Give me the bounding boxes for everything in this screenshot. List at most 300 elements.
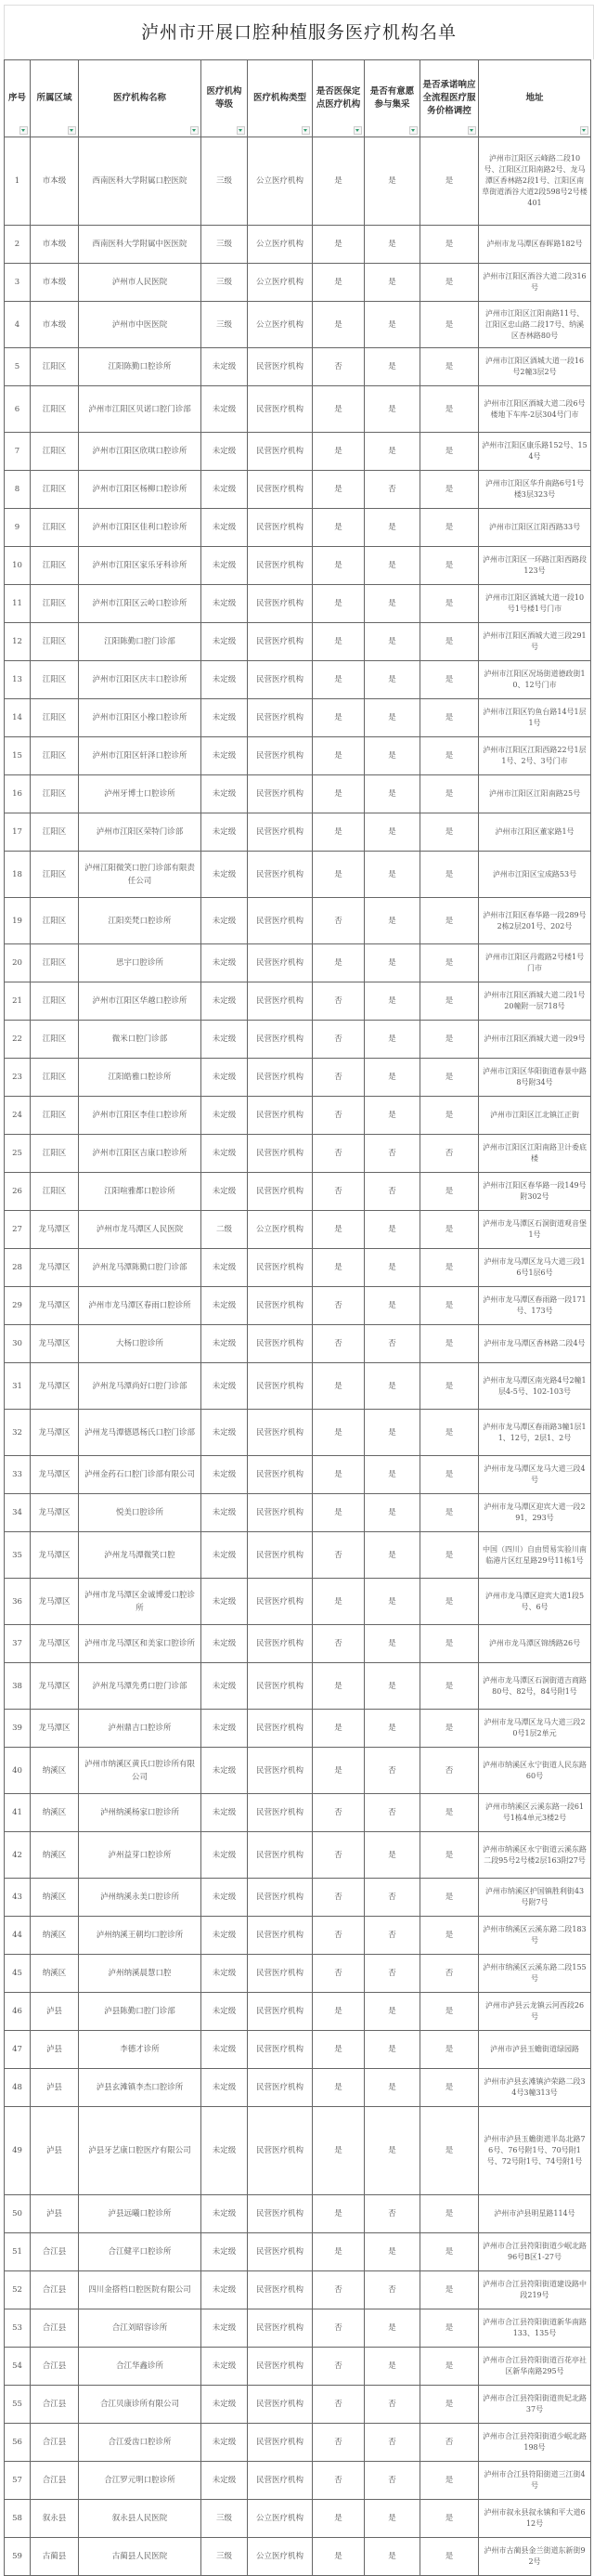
table-row (5, 264, 591, 302)
willing-cell: 是 (365, 137, 420, 226)
column-header-label: 医疗机构类型 (252, 93, 306, 103)
address-cell: 泸州市龙马潭区春晖路182号 (479, 226, 591, 264)
institution-name: 泸州龙马潭微笑口腔 (79, 1532, 201, 1579)
level-cell: 三级 (201, 264, 248, 302)
column-header-label: 是否承诺响应全流程医疗服务价格调控 (422, 80, 476, 116)
level-cell: 未定级 (201, 623, 248, 661)
institution-name: 泸州纳溪晨慧口腔 (79, 1955, 201, 1993)
area-cell: 龙马潭区 (31, 1410, 79, 1456)
insured-cell: 否 (313, 898, 365, 944)
address-cell: 泸州市纳溪区永宁街道人民东路60号 (479, 1748, 591, 1794)
insured-cell: 否 (313, 1532, 365, 1579)
page-title: 泸州市开展口腔种植服务医疗机构名单 (4, 5, 594, 59)
willing-cell: 是 (365, 1249, 420, 1287)
address-cell: 泸州市龙马潭区迎宾大道1段5号、6号 (479, 1579, 591, 1625)
type-cell: 民营医疗机构 (248, 1794, 313, 1832)
row-number: 27 (5, 1211, 31, 1249)
level-cell: 未定级 (201, 1532, 248, 1579)
address-cell: 泸州市龙马潭区锦绣路26号 (479, 1625, 591, 1663)
area-cell: 合江县 (31, 2271, 79, 2309)
area-cell: 江阳区 (31, 585, 79, 623)
filter-dropdown-icon[interactable] (468, 126, 476, 135)
area-cell: 纳溪区 (31, 1832, 79, 1879)
type-cell: 民营医疗机构 (248, 813, 313, 852)
row-number: 17 (5, 813, 31, 852)
table-row (5, 898, 591, 944)
address-cell: 泸州市龙马潭区龙马大道三段4号 (479, 1456, 591, 1494)
level-cell: 未定级 (201, 1135, 248, 1173)
type-cell: 民营医疗机构 (248, 1625, 313, 1663)
filter-dropdown-icon[interactable] (302, 126, 310, 135)
promise-cell: 是 (420, 433, 479, 471)
level-cell: 未定级 (201, 1059, 248, 1097)
row-number: 29 (5, 1287, 31, 1325)
table-row (5, 386, 591, 433)
promise-cell: 是 (420, 775, 479, 813)
promise-cell: 是 (420, 1663, 479, 1710)
level-cell: 未定级 (201, 852, 248, 898)
table-row (5, 1456, 591, 1494)
address-cell: 泸州市合江县符阳街道三江街4号 (479, 2462, 591, 2500)
insured-cell: 是 (313, 1494, 365, 1532)
institution-name: 西南医科大学附属口腔医院 (79, 137, 201, 226)
area-cell: 江阳区 (31, 813, 79, 852)
insured-cell: 是 (313, 661, 365, 699)
institution-name: 合江贝康诊所有限公司 (79, 2386, 201, 2424)
institution-name: 古蔺县人民医院 (79, 2538, 201, 2576)
institution-name: 四川金搭档口腔医院有限公司 (79, 2271, 201, 2309)
institution-name: 泸州龙马潭德恩杨氏口腔门诊部 (79, 1410, 201, 1456)
type-cell: 民营医疗机构 (248, 1325, 313, 1363)
type-cell: 民营医疗机构 (248, 661, 313, 699)
level-cell: 未定级 (201, 1955, 248, 1993)
table-row (5, 1021, 591, 1059)
willing-cell: 是 (365, 1211, 420, 1249)
promise-cell: 是 (420, 1211, 479, 1249)
institution-name: 泸州市江阳区佳利口腔诊所 (79, 509, 201, 547)
filter-dropdown-icon[interactable] (580, 126, 588, 135)
level-cell: 未定级 (201, 813, 248, 852)
willing-cell: 是 (365, 226, 420, 264)
promise-cell: 是 (420, 348, 479, 386)
row-number: 2 (5, 226, 31, 264)
table-row (5, 2386, 591, 2424)
address-cell: 泸州市江阳区江阳西路33号 (479, 509, 591, 547)
address-cell: 泸州市泸县明星路114号 (479, 2195, 591, 2233)
institution-name: 合江华鑫诊所 (79, 2348, 201, 2386)
row-number: 9 (5, 509, 31, 547)
row-number: 35 (5, 1532, 31, 1579)
willing-cell: 是 (365, 2031, 420, 2069)
address-cell: 泸州市合江县符阳街道贵妃北路37号 (479, 2386, 591, 2424)
address-cell: 泸州市龙马潭区龙马大道三段16号1层6号 (479, 1249, 591, 1287)
insured-cell: 否 (313, 348, 365, 386)
area-cell: 泸县 (31, 2195, 79, 2233)
table-row (5, 944, 591, 982)
promise-cell: 是 (420, 302, 479, 348)
table-row (5, 2233, 591, 2271)
promise-cell: 是 (420, 2309, 479, 2348)
address-cell: 泸州市合江县符阳街道百花亭社区新华南路295号 (479, 2348, 591, 2386)
willing-cell: 是 (365, 1579, 420, 1625)
area-cell: 江阳区 (31, 852, 79, 898)
type-cell: 民营医疗机构 (248, 547, 313, 585)
insured-cell: 是 (313, 1363, 365, 1410)
column-header-promise (420, 60, 479, 137)
willing-cell: 否 (365, 1748, 420, 1794)
willing-cell: 是 (365, 433, 420, 471)
area-cell: 龙马潭区 (31, 1363, 79, 1410)
address-cell: 泸州市江阳区酒城大道一段10号1号楼1号门市 (479, 585, 591, 623)
promise-cell: 是 (420, 1173, 479, 1211)
address-cell: 泸州市龙马潭区龙马大道三段20号1层2单元 (479, 1710, 591, 1748)
area-cell: 江阳区 (31, 386, 79, 433)
type-cell: 民营医疗机构 (248, 944, 313, 982)
level-cell: 未定级 (201, 2069, 248, 2107)
willing-cell: 是 (365, 1494, 420, 1532)
willing-cell: 是 (365, 1097, 420, 1135)
institution-name: 泸州市中医医院 (79, 302, 201, 348)
area-cell: 纳溪区 (31, 1917, 79, 1955)
level-cell: 未定级 (201, 1663, 248, 1710)
institution-name: 泸州市龙马潭区金诚博爱口腔诊所 (79, 1579, 201, 1625)
level-cell: 未定级 (201, 1832, 248, 1879)
area-cell: 泸县 (31, 1993, 79, 2031)
type-cell: 民营医疗机构 (248, 2348, 313, 2386)
institution-name: 思宇口腔诊所 (79, 944, 201, 982)
row-number: 28 (5, 1249, 31, 1287)
table-row (5, 509, 591, 547)
address-cell: 泸州市纳溪区云溪东路一段61号1栋4单元3楼2号 (479, 1794, 591, 1832)
filter-dropdown-icon[interactable] (354, 126, 362, 135)
area-cell: 龙马潭区 (31, 1456, 79, 1494)
willing-cell: 是 (365, 1456, 420, 1494)
insured-cell: 否 (313, 1059, 365, 1097)
address-cell: 泸州市江阳区春华路一段149号附302号 (479, 1173, 591, 1211)
row-number: 1 (5, 137, 31, 226)
insured-cell: 是 (313, 813, 365, 852)
column-header-label: 医疗机构名称 (112, 93, 166, 103)
willing-cell: 是 (365, 944, 420, 982)
area-cell: 市本级 (31, 226, 79, 264)
promise-cell: 是 (420, 852, 479, 898)
type-cell: 民营医疗机构 (248, 471, 313, 509)
institution-name: 江阳陈勤口腔诊所 (79, 348, 201, 386)
table-row (5, 1879, 591, 1917)
type-cell: 公立医疗机构 (248, 226, 313, 264)
area-cell: 龙马潭区 (31, 1663, 79, 1710)
row-number: 52 (5, 2271, 31, 2309)
level-cell: 未定级 (201, 1494, 248, 1532)
institution-name: 大杨口腔诊所 (79, 1325, 201, 1363)
promise-cell: 是 (420, 509, 479, 547)
table-row (5, 2538, 591, 2576)
table-row (5, 1325, 591, 1363)
row-number: 8 (5, 471, 31, 509)
area-cell: 龙马潭区 (31, 1494, 79, 1532)
willing-cell: 是 (365, 1710, 420, 1748)
insured-cell: 是 (313, 137, 365, 226)
area-cell: 江阳区 (31, 699, 79, 737)
table-row (5, 348, 591, 386)
level-cell: 未定级 (201, 2424, 248, 2462)
area-cell: 龙马潭区 (31, 1710, 79, 1748)
willing-cell: 是 (365, 585, 420, 623)
level-cell: 未定级 (201, 1021, 248, 1059)
promise-cell: 是 (420, 661, 479, 699)
table-row (5, 1287, 591, 1325)
filter-dropdown-icon[interactable] (68, 126, 76, 135)
address-cell: 泸州市龙马潭区石洞街道观音堡1号 (479, 1211, 591, 1249)
promise-cell: 是 (420, 2107, 479, 2195)
promise-cell: 是 (420, 2538, 479, 2576)
insured-cell: 是 (313, 623, 365, 661)
row-number: 7 (5, 433, 31, 471)
table-row (5, 2069, 591, 2107)
promise-cell: 否 (420, 1748, 479, 1794)
address-cell: 泸州市合江县符阳街道少岷北路96号B区1-27号 (479, 2233, 591, 2271)
level-cell: 未定级 (201, 348, 248, 386)
insured-cell: 是 (313, 471, 365, 509)
row-number: 56 (5, 2424, 31, 2462)
address-cell: 泸州市江阳区酒城大道一段16号2幢3层2号 (479, 348, 591, 386)
table-row (5, 226, 591, 264)
row-number: 50 (5, 2195, 31, 2233)
willing-cell: 是 (365, 2069, 420, 2107)
insured-cell: 是 (313, 2107, 365, 2195)
area-cell: 市本级 (31, 302, 79, 348)
row-number: 46 (5, 1993, 31, 2031)
address-cell: 泸州市合江县符阳街道少岷北路198号 (479, 2424, 591, 2462)
level-cell: 未定级 (201, 2348, 248, 2386)
area-cell: 龙马潭区 (31, 1249, 79, 1287)
level-cell: 未定级 (201, 775, 248, 813)
type-cell: 民营医疗机构 (248, 386, 313, 433)
table-row (5, 2424, 591, 2462)
willing-cell: 是 (365, 1021, 420, 1059)
insured-cell: 是 (313, 699, 365, 737)
row-number: 49 (5, 2107, 31, 2195)
type-cell: 民营医疗机构 (248, 1059, 313, 1097)
column-header-label: 序号 (7, 93, 26, 103)
type-cell: 民营医疗机构 (248, 1135, 313, 1173)
institution-name: 泸州市江阳区小橡口腔诊所 (79, 699, 201, 737)
address-cell: 泸州市江阳区酒谷大道二段316号 (479, 264, 591, 302)
insured-cell: 否 (313, 1955, 365, 1993)
insured-cell: 否 (313, 1832, 365, 1879)
filter-dropdown-icon[interactable] (190, 126, 199, 135)
institution-name: 泸州龙马潭先勇口腔门诊部 (79, 1663, 201, 1710)
promise-cell: 是 (420, 2069, 479, 2107)
insured-cell: 否 (313, 1287, 365, 1325)
type-cell: 民营医疗机构 (248, 1832, 313, 1879)
address-cell: 泸州市江阳区康乐路152号、154号 (479, 433, 591, 471)
insured-cell: 是 (313, 1993, 365, 2031)
address-cell: 泸州市纳溪区永宁街道云溪东路二段95号2号楼2层163附27号 (479, 1832, 591, 1879)
type-cell: 民营医疗机构 (248, 1249, 313, 1287)
insured-cell: 否 (313, 1021, 365, 1059)
level-cell: 未定级 (201, 433, 248, 471)
level-cell: 未定级 (201, 1579, 248, 1625)
promise-cell: 是 (420, 1325, 479, 1363)
address-cell: 泸州市纳溪区护国镇胜利街43号附7号 (479, 1879, 591, 1917)
level-cell: 未定级 (201, 585, 248, 623)
insured-cell: 是 (313, 1579, 365, 1625)
willing-cell: 是 (365, 2309, 420, 2348)
area-cell: 龙马潭区 (31, 1325, 79, 1363)
table-row (5, 137, 591, 226)
filter-dropdown-icon[interactable] (237, 126, 245, 135)
institution-name: 泸州市江阳区轩泽口腔诊所 (79, 737, 201, 775)
row-number: 54 (5, 2348, 31, 2386)
level-cell: 未定级 (201, 661, 248, 699)
level-cell: 未定级 (201, 898, 248, 944)
institution-name: 江阳陈勤口腔门诊部 (79, 623, 201, 661)
type-cell: 公立医疗机构 (248, 2538, 313, 2576)
level-cell: 未定级 (201, 1249, 248, 1287)
area-cell: 龙马潭区 (31, 1211, 79, 1249)
insured-cell: 是 (313, 2069, 365, 2107)
row-number: 51 (5, 2233, 31, 2271)
row-number: 40 (5, 1748, 31, 1794)
type-cell: 民营医疗机构 (248, 1955, 313, 1993)
area-cell: 江阳区 (31, 623, 79, 661)
address-cell: 泸州市泸县玉蟾街道半岛北路76号、76号附1号、70号附1号、72号附1号、74号附1号 (479, 2107, 591, 2195)
area-cell: 龙马潭区 (31, 1532, 79, 1579)
area-cell: 江阳区 (31, 1021, 79, 1059)
filter-dropdown-icon[interactable] (19, 126, 28, 135)
institution-name: 泸州市江阳区贝诺口腔门诊部 (79, 386, 201, 433)
insured-cell: 是 (313, 585, 365, 623)
willing-cell: 是 (365, 852, 420, 898)
promise-cell: 是 (420, 137, 479, 226)
level-cell: 未定级 (201, 2309, 248, 2348)
area-cell: 江阳区 (31, 898, 79, 944)
area-cell: 江阳区 (31, 1173, 79, 1211)
insured-cell: 是 (313, 547, 365, 585)
row-number: 39 (5, 1710, 31, 1748)
insured-cell: 否 (313, 2309, 365, 2348)
level-cell: 未定级 (201, 1097, 248, 1135)
insured-cell: 是 (313, 1456, 365, 1494)
address-cell: 泸州市纳溪区云溪东路二段155号 (479, 1955, 591, 1993)
table-row (5, 1249, 591, 1287)
promise-cell: 否 (420, 1955, 479, 1993)
row-number: 57 (5, 2462, 31, 2500)
insured-cell: 是 (313, 386, 365, 433)
area-cell: 江阳区 (31, 982, 79, 1021)
row-number: 19 (5, 898, 31, 944)
row-number: 3 (5, 264, 31, 302)
promise-cell: 是 (420, 2348, 479, 2386)
column-header-name (79, 60, 201, 137)
table-row (5, 1579, 591, 1625)
insured-cell: 是 (313, 433, 365, 471)
area-cell: 江阳区 (31, 775, 79, 813)
column-header-label: 是否医保定点医疗机构 (316, 86, 361, 110)
promise-cell: 是 (420, 2386, 479, 2424)
type-cell: 民营医疗机构 (248, 2424, 313, 2462)
willing-cell: 否 (365, 1135, 420, 1173)
table-row (5, 1748, 591, 1794)
type-cell: 公立医疗机构 (248, 264, 313, 302)
willing-cell: 否 (365, 1173, 420, 1211)
type-cell: 民营医疗机构 (248, 509, 313, 547)
address-cell: 泸州市合江县符阳街道新华南路133、135号 (479, 2309, 591, 2348)
address-cell: 泸州市江阳区江阳西路22号1层1号、2号、3号门市 (479, 737, 591, 775)
willing-cell: 是 (365, 898, 420, 944)
area-cell: 江阳区 (31, 471, 79, 509)
type-cell: 民营医疗机构 (248, 1663, 313, 1710)
insured-cell: 是 (313, 2500, 365, 2538)
type-cell: 民营医疗机构 (248, 2031, 313, 2069)
table-row (5, 775, 591, 813)
area-cell: 古蔺县 (31, 2538, 79, 2576)
promise-cell: 是 (420, 813, 479, 852)
address-cell: 泸州市江阳区云峰路二段10号、江阳区江阳南路2号、龙马潭区香林路2段1号、江阳区南草街道酒谷大道2段598号2号楼401 (479, 137, 591, 226)
area-cell: 江阳区 (31, 1097, 79, 1135)
row-number: 44 (5, 1917, 31, 1955)
institution-name: 泸州市江阳区荣特门诊部 (79, 813, 201, 852)
level-cell: 未定级 (201, 1325, 248, 1363)
promise-cell: 是 (420, 944, 479, 982)
table-row (5, 1410, 591, 1456)
area-cell: 泸县 (31, 2031, 79, 2069)
table-row (5, 2031, 591, 2069)
type-cell: 民营医疗机构 (248, 1494, 313, 1532)
row-number: 53 (5, 2309, 31, 2348)
level-cell: 未定级 (201, 737, 248, 775)
address-cell: 泸州市江阳区董家路1号 (479, 813, 591, 852)
willing-cell: 是 (365, 2233, 420, 2271)
institution-table (4, 59, 591, 2576)
institution-name: 泸州市人民医院 (79, 264, 201, 302)
address-cell: 泸州市江阳区华阳街道春景中路8号附34号 (479, 1059, 591, 1097)
filter-dropdown-icon[interactable] (409, 126, 418, 135)
column-header-address (479, 60, 591, 137)
willing-cell: 是 (365, 1625, 420, 1663)
area-cell: 市本级 (31, 264, 79, 302)
type-cell: 民营医疗机构 (248, 1287, 313, 1325)
column-header-label: 地址 (525, 93, 544, 103)
row-number: 42 (5, 1832, 31, 1879)
promise-cell: 是 (420, 1879, 479, 1917)
willing-cell: 否 (365, 2386, 420, 2424)
promise-cell: 是 (420, 1249, 479, 1287)
column-header-label: 是否有意愿参与集采 (369, 86, 415, 110)
level-cell: 未定级 (201, 944, 248, 982)
table-row (5, 585, 591, 623)
row-number: 18 (5, 852, 31, 898)
row-number: 6 (5, 386, 31, 433)
institution-name: 泸州市龙马潭区人民医院 (79, 1211, 201, 1249)
column-header-label: 医疗机构等级 (206, 86, 242, 110)
insured-cell: 否 (313, 1917, 365, 1955)
row-number: 36 (5, 1579, 31, 1625)
table-row (5, 2348, 591, 2386)
willing-cell: 是 (365, 348, 420, 386)
table-row (5, 1211, 591, 1249)
area-cell: 合江县 (31, 2386, 79, 2424)
type-cell: 民营医疗机构 (248, 1917, 313, 1955)
willing-cell: 否 (365, 2462, 420, 2500)
institution-name: 泸州市江阳区家乐牙科诊所 (79, 547, 201, 585)
institution-name: 泸州纳溪永美口腔诊所 (79, 1879, 201, 1917)
type-cell: 民营医疗机构 (248, 1363, 313, 1410)
table-row (5, 852, 591, 898)
level-cell: 未定级 (201, 1917, 248, 1955)
table-body (5, 137, 591, 2576)
